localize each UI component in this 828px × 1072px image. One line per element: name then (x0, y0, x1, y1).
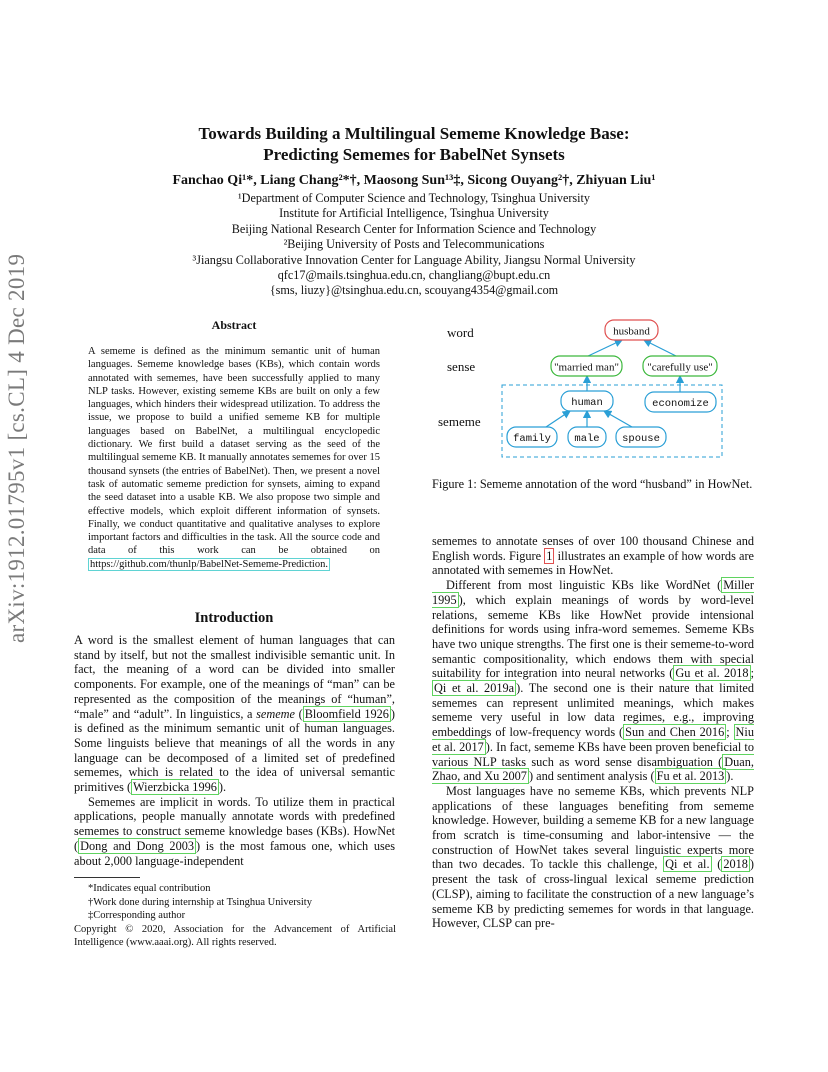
affiliation-line: ¹Department of Computer Science and Technology, Tsinghua University (237, 191, 591, 205)
right-p2-text-a: Different from most linguistic KBs like WordNet (446, 578, 711, 593)
copyright-notice: Copyright © 2020, Association for the Advancement of Artificial Intelligence (www.aaai.org). All rights reserved. (74, 923, 396, 948)
email-line: qfc17@mails.tsinghua.edu.cn, changliang@bupt.edu.cn (277, 268, 551, 283)
affiliation-line: ³Jiangsu Collaborative Innovation Center for Language Ability, Jiangsu Normal University (192, 252, 636, 267)
right-column-body (432, 534, 754, 931)
figure-1-caption: Figure 1: Sememe annotation of the word “husband” in HowNet. (432, 477, 753, 491)
right-p3-text-b: present the task of cross-lingual lexical sememe prediction (CLSP), aiming to facilitate the construction of a new language’s sememe KB by predicting sememes for words in that language. However, CLSP can pre- (432, 872, 754, 931)
right-p2-text-b: , which explain meanings of words by word-level relations, sememe KBs like HowNet provide intensional definitions for words using infra-word sememes. Sememe KBs have two unique strengths. The first one is their sememe-to-word semantic compositionality, which endows them with special suitability for integration into neural networks (432, 592, 754, 681)
citation-gu[interactable]: Gu et al. 2018 (675, 666, 749, 681)
citation-niu[interactable]: Niu et al. 2017 (432, 725, 754, 754)
footnote-internship: †Work done during internship at Tsinghua University (88, 896, 312, 908)
right-p2-text-c: . The second one is their nature that limited sememes can represent unlimited meanings, which makes sememe very useful in low data regimes, e.g., improving embeddings of low-frequency words (432, 681, 754, 740)
affiliation-line: Institute for Artificial Intelligence, Tsinghua University (279, 206, 549, 221)
citation-miller[interactable]: Miller 1995 (432, 578, 754, 607)
edge-family-to-human (546, 411, 570, 427)
intro-paragraph-2: Sememes are implicit in words. To utilize them in practical applications, people manually annotate words with predefined sememes to construct sememe knowledge bases (KBs). HowNet ( Dong and Dong 2003 ) is the most famous one, which uses about 2,000 language-independent (74, 794, 395, 868)
right-p1-text-a: sememes to annotate senses of over 100 thousand Chinese and English words. Figure (432, 534, 754, 563)
edge-married-to-husband (586, 340, 622, 357)
node-spouse: spouse (622, 433, 660, 445)
right-p2-text-e: and sentiment analysis (536, 769, 648, 784)
citation-fu[interactable]: Fu et al. 2013 (656, 769, 725, 784)
abstract-heading: Abstract (211, 318, 257, 332)
citation-sun-chen[interactable]: Sun and Chen 2016 (625, 725, 725, 740)
citation-duan[interactable]: Duan, Zhao, and Xu 2007 (432, 754, 754, 784)
footnotes (74, 882, 396, 950)
right-paragraph-1 (432, 534, 754, 578)
citation-qi-name[interactable]: Qi et al. (665, 857, 710, 872)
term-sememe: sememe (256, 706, 295, 721)
citation-wierzbicka[interactable]: Wierzbicka 1996 (133, 780, 217, 795)
citation-qi-year[interactable]: 2018 (723, 857, 748, 872)
intro-p1-text-a: A word is the smallest element of human languages that can stand by itself, but not the smallest indivisible semantic unit. In fact, the meaning of a word can be divided into smaller components. For example, one of the meanings of “man” can be represented as the composition of the meanings of “human”, “male” and “adult”. In linguistics, a (74, 633, 395, 721)
title-line-1: Towards Building a Multilingual Sememe Knowledge Base: (198, 124, 630, 143)
title-line-2: Predicting Sememes for BabelNet Synsets (263, 145, 565, 164)
citation-qi-2019a[interactable]: Qi et al. 2019a (434, 681, 515, 696)
node-male: male (574, 433, 600, 445)
right-paragraph-2: Different from most linguistic KBs like WordNet ( Miller 1995 ), which explain meanings of words by word-level relations, sememe KBs like HowNet provide intensional definitions for words using infra-word sememes. Sememe KBs have two unique strengths. The first one is their sememe-to-word semantic compositionality, which endows them with special suitability for integration into neural networks ( Gu et al. 2018 ; Qi et al. 2019a ). The second one is their nature that limited sememes can represent unlimited meanings, which makes sememe very useful in low data regimes, e.g., improving embeddings of low-frequency words ( Sun and Chen 2016 ; Niu et al. 2017 ). In fact, sememe KBs have been proven beneficial to various NLP tasks such as word sense disambiguation ( Duan, Zhao, and Xu 2007 ) and sentiment analysis ( Fu et al. 2013 ). (432, 578, 755, 784)
row-label-sense: sense (447, 359, 476, 374)
intro-body (74, 633, 395, 868)
node-husband: husband (613, 325, 650, 338)
affiliation-line: Beijing National Research Center for Information Science and Technology (231, 221, 597, 236)
paper-title (74, 123, 754, 165)
edge-spouse-to-human (604, 411, 632, 427)
email-line: {sms, liuzy}@tsinghua.edu.cn, scouyang4354@gmail.com (269, 283, 559, 298)
node-family: family (513, 433, 551, 445)
row-label-word: word (447, 325, 474, 340)
source-code-link[interactable]: https://github.com/thunlp/BabelNet-Sememe-Prediction. (90, 558, 328, 570)
intro-p2-text-b: is the most famous one, which uses about 2,000 language-independent (74, 838, 395, 868)
node-carefully-use: "carefully use" (647, 361, 713, 374)
node-economize: economize (652, 398, 709, 410)
author-list: Fanchao Qi¹*, Liang Chang²*†, Maosong Sun¹³‡, Sicong Ouyang²†, Zhiyuan Liu¹ (172, 173, 656, 188)
figure-1-reference[interactable]: 1 (546, 548, 553, 563)
right-paragraph-3: Most languages have no sememe KBs, which prevents NLP applications of these languages benefiting from sememe knowledge. However, building a sememe KB for a new language from scratch is time-consuming and labor-intensive — the construction of HowNet takes several linguistic experts more than two decades. To tackle this challenge, Qi et al. ( 2018 ) present the task of cross-lingual lexical sememe prediction (CLSP), aiming to facilitate the construction of a new language’s sememe KB by predicting sememes for words in that language. However, CLSP can pre- (432, 783, 755, 931)
arxiv-sidebar-stamp: arXiv:1912.01795v1 [cs.CL] 4 Dec 2019 (4, 253, 29, 643)
footnote-rule (74, 877, 140, 878)
row-label-sememe: sememe (438, 414, 481, 429)
affiliations (60, 191, 768, 299)
right-p2-text-d: . In fact, sememe KBs have been proven beneficial to various NLP tasks such as word sense disambiguation (432, 739, 754, 769)
intro-paragraph-1: A word is the smallest element of human languages that can stand by itself, but not the smallest indivisible semantic unit. In fact, the meaning of a word can be divided into smaller components. For example, one of the meanings of “man” can be represented as the composition of the meanings of “human”, “male” and “adult”. In linguistics, a sememe ( Bloomfield 1926 ) is defined as the minimum semantic unit of human languages. Some linguists believe that meanings of all the words in any language can be decomposed of a limited set of predefined sememes, which is related to the idea of universal semantic primitives ( Wierzbicka 1996 ). (74, 633, 396, 795)
node-married-man: "married man" (554, 361, 619, 374)
abstract-body (88, 345, 380, 571)
affiliation-line: ²Beijing University of Posts and Telecommunications (283, 237, 545, 252)
abstract-text: A sememe is defined as the minimum semantic unit of human languages. Sememe knowledge bases (KBs), which contain words annotated with sememes, have been successfully applied to many NLP tasks. However, existing sememe KBs are built on only a few languages, which hinders their widespread utilization. To address the issue, we propose to build a unified sememe KB for multiple languages based on BabelNet, a multilingual encyclopedic dictionary. We first build a dataset serving as the seed of the multilingual sememe KB. It manually annotates sememes for over 15 thousand synsets (the entries of BabelNet). Then, we present a novel task of automatic sememe prediction for synsets, aiming to expand the seed dataset into a usable KB. We also propose two simple and effective models, which exploit different information of synsets. Finally, we conduct quantitative and qualitative analyses to explore important factors and difficulties in the task. All the source code and data of this work can be obtained on (88, 346, 380, 557)
node-human: human (571, 397, 603, 409)
section-heading-introduction: Introduction (194, 610, 274, 626)
citation-bloomfield[interactable]: Bloomfield 1926 (304, 706, 389, 721)
intro-p1-text-b: is defined as the minimum semantic unit of human languages. Some linguists believe that meanings of all the words in any language can be decomposed of a limited set of predefined sememes, which is related to the idea of universal semantic primitives (74, 721, 395, 795)
right-p1-text-b: illustrates an example of how words are annotated with sememes in HowNet. (432, 548, 755, 578)
citation-dong[interactable]: Dong and Dong 2003 (80, 838, 195, 853)
footnote-corresponding: ‡Corresponding author (88, 910, 186, 921)
edge-careful-to-husband (644, 340, 678, 357)
footnote-equal-contribution: *Indicates equal contribution (88, 883, 211, 894)
figure-1-sememe-tree (432, 313, 756, 463)
right-p3-text-a: Most languages have no sememe KBs, which prevents NLP applications of these languages benefiting from sememe knowledge. However, building a sememe KB for a new language from scratch is time-consuming and labor-intensive — the construction of HowNet takes several linguistic experts more than two decades. To tackle this challenge, (432, 783, 754, 872)
intro-p2-text-a: Sememes are implicit in words. To utilize them in practical applications, people manually annotate words with predefined sememes to construct sememe knowledge bases (KBs). HowNet (74, 794, 395, 839)
